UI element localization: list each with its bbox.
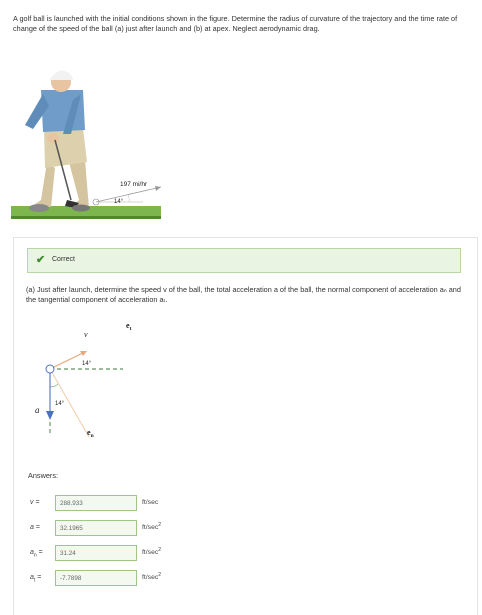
correct-banner xyxy=(27,248,461,273)
answer-field-at[interactable]: -7.7898 xyxy=(55,570,137,586)
launch-angle-label: 14° xyxy=(114,199,124,205)
answer-unit: $ft/\sec^2$ xyxy=(142,572,162,581)
answer-unit: $ft/\sec^2$ xyxy=(142,522,162,531)
answer-variable: $a_t$ = xyxy=(30,574,42,584)
answer-field-v[interactable]: 288.933 xyxy=(55,495,137,511)
answer-field-a[interactable]: 32.1965 xyxy=(55,520,137,536)
check-icon: ✔ xyxy=(36,254,46,266)
answer-unit: ft/sec xyxy=(142,499,159,506)
answer-variable: a = xyxy=(30,524,40,531)
a-label: a xyxy=(35,405,40,415)
et-label: $e_t$ xyxy=(126,321,132,332)
en-label: $e_n$ xyxy=(87,428,94,439)
vector-diagram xyxy=(25,315,175,445)
correct-label: Correct xyxy=(52,256,75,263)
velocity-vector xyxy=(50,352,85,369)
launch-velocity-arrow xyxy=(96,187,161,202)
part-a-question: (a) Just after launch, determine the speed v of the ball, the total acceleration a of the ball, the normal component of acceleration aₙ and the tangential component of acceleration aₜ. xyxy=(26,285,461,304)
answer-variable: $a_n$ = xyxy=(30,549,43,559)
upper-angle-label: 14° xyxy=(82,361,92,367)
lower-angle-label: 14° xyxy=(55,401,65,407)
golfer-illustration xyxy=(25,70,90,212)
ball-point xyxy=(46,365,54,373)
answers-heading: Answers: xyxy=(28,471,59,480)
answer-field-an[interactable]: 31.24 xyxy=(55,545,137,561)
problem-statement: A golf ball is launched with the initial conditions shown in the figure. Determine the radius of curvature of the trajectory and the time rate of change of the speed of the ball (a) just after launch and (b) at apex. Neglect aerodynamic drag. xyxy=(13,14,458,33)
lower-angle-arc xyxy=(50,384,58,387)
answer-variable: v = xyxy=(30,499,40,506)
acceleration-arrowhead xyxy=(46,411,54,420)
golf-figure xyxy=(11,50,161,220)
angle-arc xyxy=(128,195,129,202)
v-label: v xyxy=(84,330,88,339)
answer-unit: $ft/\sec^2$ xyxy=(142,547,162,556)
speed-label: 197 mi/hr xyxy=(120,181,148,188)
